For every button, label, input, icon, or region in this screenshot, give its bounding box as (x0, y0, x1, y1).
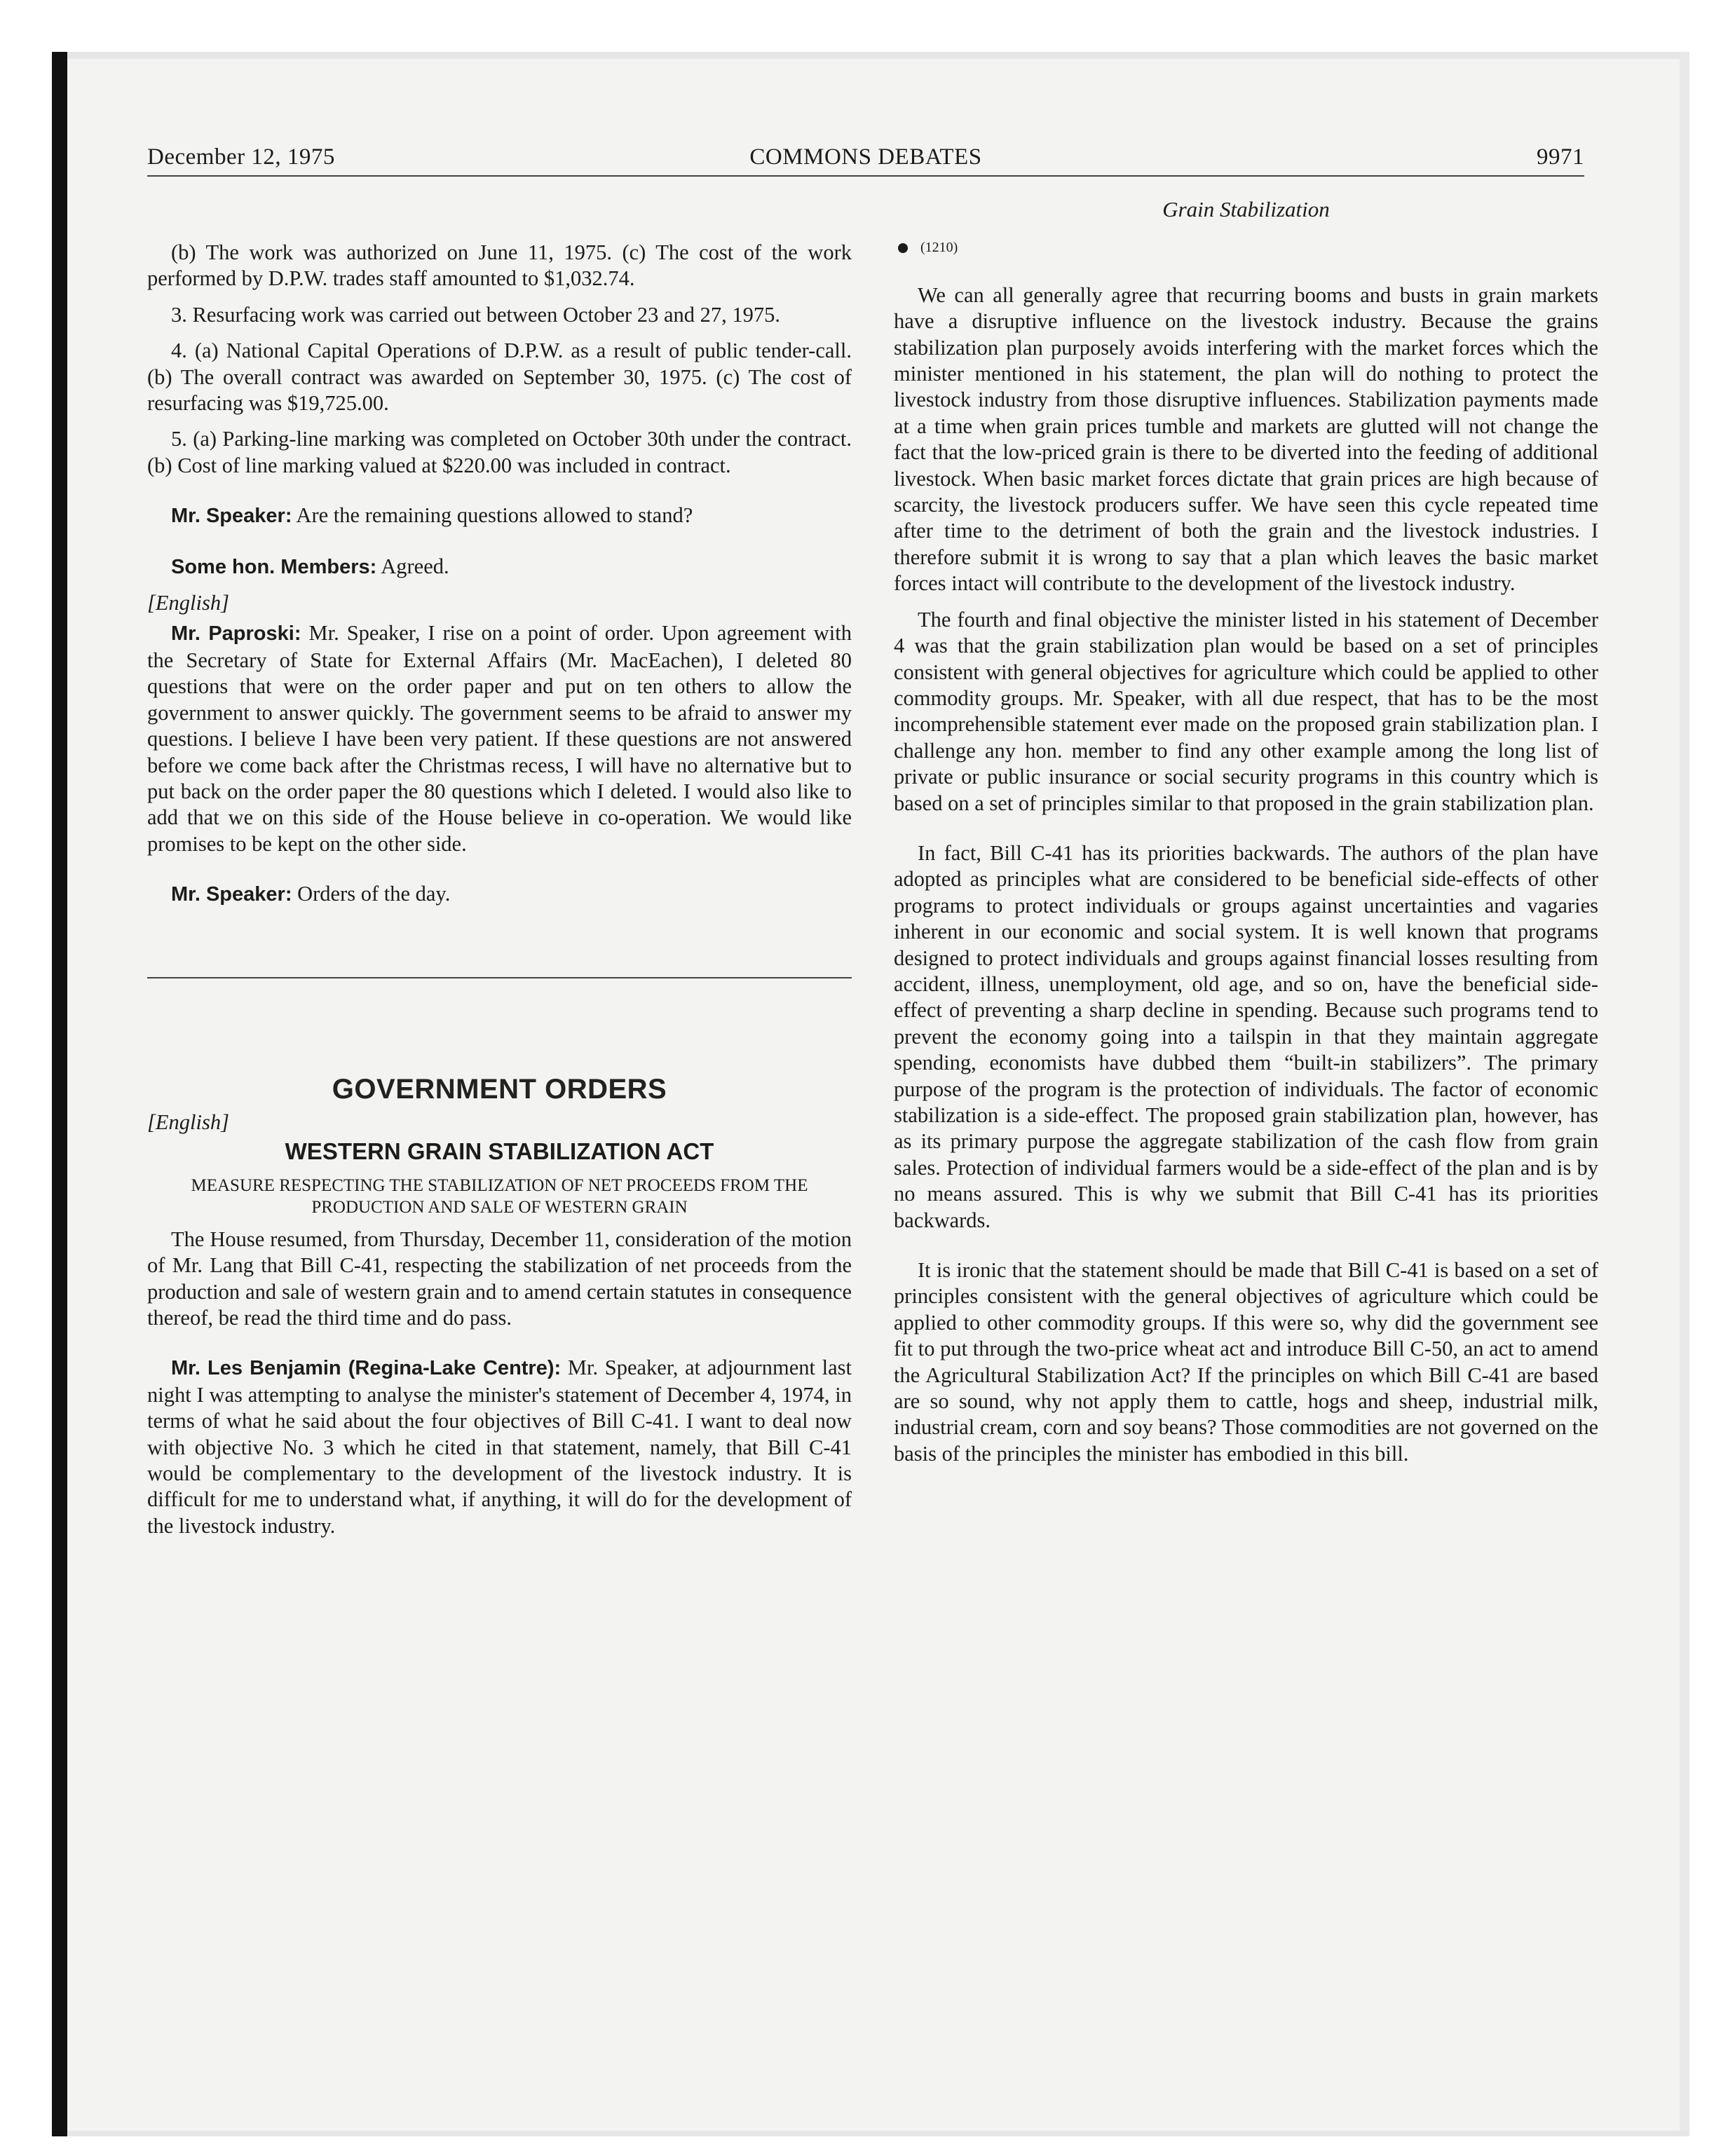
header-publication: COMMONS DEBATES (749, 144, 982, 170)
section-divider (147, 977, 852, 978)
speaker-name: Mr. Paproski: (171, 622, 301, 646)
bill-title: WESTERN GRAIN STABILIZATION ACT (285, 1138, 714, 1165)
speech-text: Mr. Speaker, at adjournment last night I was attempting to analyse the minister's statement of December 4, 1974, in terms of what he said about the four objectives of Bill C-41. I want to deal now with objective No. 3 which he cited in that statement, namely, that Bill C-41 would be complementary to the development of the livestock industry. It is difficult for me to understand what, if anything, it will do for the development of the livestock industry. (147, 1356, 852, 1538)
scan-border-top (67, 52, 1687, 59)
paragraph: The House resumed, from Thursday, December 11, consideration of the motion of Mr. Lang that Bill C-41, respecting the stabilization of net proceeds from the production and sale of western grain and to amend certain statutes in consequence thereof, be read the third time and do pass. (147, 1227, 852, 1330)
speaker-name: Mr. Speaker: (171, 883, 292, 906)
page-header (147, 144, 1584, 177)
paragraph: (b) The work was authorized on June 11, 1975. (c) The cost of the work performed by D.P.W. trades staff amounted to $1,032.74. (147, 240, 852, 291)
paragraph: It is ironic that the statement should be made that Bill C-41 is based on a set of principles consistent with the general objectives of agriculture which could be applied to other commodity groups. If this were so, why did the government see fit to put through the two-price wheat act and introduce Bill C-50, an act to amend the Agricultural Stabilization Act? If the principles on which Bill C-41 are based are so sound, why not apply them to cattle, hogs and sheep, industrial milk, industrial cream, corn and soy beans? Those commodities are not governed on the basis of the principles the minister has embodied in this bill. (894, 1258, 1598, 1466)
speech-text: Are the remaining questions allowed to stand? (292, 503, 693, 528)
paragraph: 3. Resurfacing work was carried out between October 23 and 27, 1975. (171, 302, 780, 327)
left-column (147, 196, 852, 1539)
paragraph: 5. (a) Parking-line marking was completed on October 30th under the contract. (b) Cost of line marking valued at $220.00 was included in contract. (147, 427, 852, 477)
bullet-icon (898, 243, 908, 253)
paragraph: In fact, Bill C-41 has its priorities backwards. The authors of the plan have adopted as principles what are considered to be beneficial side-effects of other programs to protect individuals or groups against uncertainties and vagaries inherent in our economic and social system. It is well known that programs designed to protect individuals and groups against financial losses resulting from accident, illness, unemployment, old age, and so on, have the beneficial side-effect of preventing a sharp decline in spending. Because such programs tend to prevent the economy going into a tailspin in that they maintain aggregate spending, economists have dubbed them “built-in stabilizers”. The primary purpose of the program is the protection of individuals. The factor of economic stabilization is a side-effect. The proposed grain stabilization plan, however, has as its primary purpose the aggregate stabilization of the cash flow from grain sales. Protection of individual farmers would be a side-effect of the plan and is by no means assured. This is why we submit that Bill C-41 has its priorities backwards. (894, 840, 1598, 1232)
right-column (894, 196, 1598, 1467)
speaker-name: Some hon. Members: (171, 555, 377, 578)
speech-members (147, 554, 852, 580)
speech-paproski (147, 620, 852, 857)
speech-text: Orders of the day. (292, 882, 451, 906)
time-marker (894, 235, 1598, 261)
header-date: December 12, 1975 (147, 144, 335, 170)
speech-benjamin (147, 1355, 852, 1539)
header-page-number: 9971 (1537, 144, 1584, 170)
scan-border-left (52, 52, 67, 2136)
scan-border-bottom (67, 2131, 1689, 2136)
speech-speaker-2 (147, 881, 852, 908)
paragraph: The fourth and final objective the minister listed in his statement of December 4 was that the grain stabilization plan would be based on a set of principles consistent with general objectives for agriculture which could be applied to other commodity groups. Mr. Speaker, with all due respect, that has to be the most incomprehensible statement ever made on the proposed grain stabilization plan. I challenge any hon. member to find any other example among the long list of private or public insurance or social security programs in this country which is based on a set of principles similar to that proposed in the grain stabilization plan. (894, 607, 1598, 815)
scan-border-right (1680, 52, 1689, 2136)
language-note: [English] (147, 591, 229, 615)
bill-subtitle: MEASURE RESPECTING THE STABILIZATION OF NET PROCEEDS FROM THE PRODUCTION AND SALE OF WESTERN GRAIN (191, 1175, 808, 1217)
section-title: GOVERNMENT ORDERS (332, 1073, 667, 1105)
running-head: Grain Stabilization (1162, 197, 1330, 221)
time-marker-text: (1210) (920, 240, 958, 256)
paragraph: We can all generally agree that recurring booms and busts in grain markets have a disruptive influence on the livestock industry. Because the grains stabilization plan purposely avoids interfering with the market forces which the minister mentioned in his statement, the plan will do nothing to protect the livestock industry from those disruptive influences. Stabilization payments made at a time when grain prices tumble and markets are glutted will not change the fact that the low-priced grain is there to be diverted into the feeding of additional livestock. When basic market forces dictate that grain prices are high because of scarcity, the livestock producers suffer. We have seen this cycle repeated time after time to the detriment of both the grain and the livestock industries. I therefore submit it is wrong to say that a plan which leaves the basic market forces intact will contribute to the development of the livestock industry. (894, 282, 1598, 596)
speaker-name: Mr. Les Benjamin (Regina-Lake Centre): (171, 1357, 562, 1380)
speaker-name: Mr. Speaker: (171, 505, 292, 528)
speech-speaker-1 (147, 503, 852, 529)
speech-text: Mr. Speaker, I rise on a point of order. Upon agreement with the Secretary of State for External Affairs (Mr. MacEachen), I deleted 80 questions that were on the order paper and put on ten others to allow the government to answer quickly. The government seems to be afraid to answer my questions. I believe I have been very patient. If these questions are not answered before we come back after the Christmas recess, I will have no alternative but to put back on the order paper the 80 questions which I deleted. I would also like to add that we on this side of the House believe in co-operation. We would like promises to be kept on the other side. (147, 621, 852, 856)
language-note: [English] (147, 1110, 229, 1134)
speech-text: Agreed. (376, 554, 449, 578)
paragraph: 4. (a) National Capital Operations of D.P.W. as a result of public tender-call. (b) The overall contract was awarded on September 30, 1975. (c) The cost of resurfacing was $19,725.00. (147, 339, 852, 416)
